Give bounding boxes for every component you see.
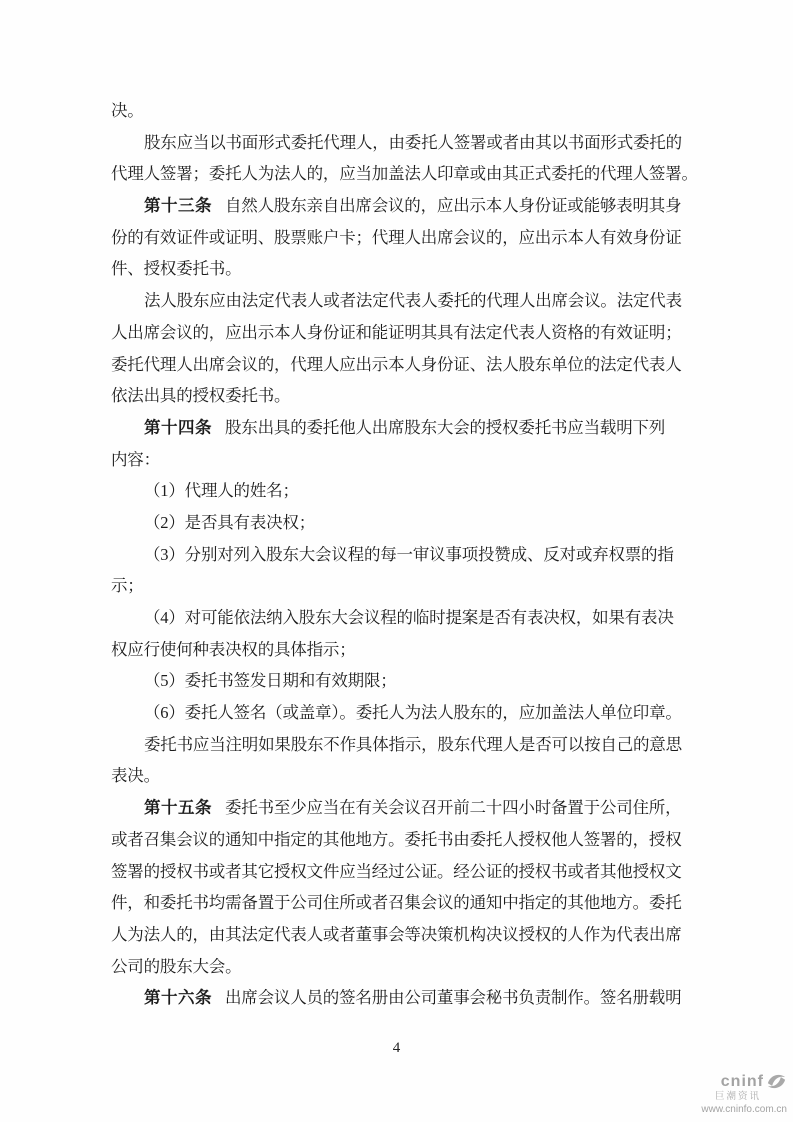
text-line-item-4: （4）对可能依法纳入股东大会议程的临时提案是否有表决权，如果有表决 [144,608,674,627]
text-line-item-2: （2）是否具有表决权； [144,512,316,532]
cninfo-chinese-name: 巨潮资讯 [714,1091,761,1102]
cninfo-logo [667,1072,787,1115]
text-line: 人为法人的，由其法定代表人或者董事会等决策机构决议授权的人作为代表出席 [111,924,682,944]
text-line: 权应行使何种表决权的具体指示； [111,639,356,659]
text-line: 份的有效证件或证明、股票账户卡；代理人出席会议的，应出示本人有效身份证 [111,227,682,247]
page-number: 4 [392,1040,401,1056]
cninfo-brand-text: cninf [720,1072,764,1090]
text-line: 或者召集会议的通知中指定的其他地方。委托书由委托人授权他人签署的，授权 [111,829,682,849]
text-line: 代理人签署；委托人为法人的，应当加盖法人印章或由其正式委托的代理人签署。 [111,164,698,184]
text-line-article-15: 第十五条 委托书至少应当在有关会议召开前二十四小时备置于公司住所， [144,798,682,818]
text-line: 人出席会议的，应出示本人身份证和能证明其具有法定代表人资格的有效证明； [111,322,682,342]
text-line: 内容： [111,449,160,469]
text-line: 件、授权委托书。 [111,259,242,279]
text-line-article-14: 第十四条 股东出具的委托他人出席股东大会的授权委托书应当载明下列 [144,417,666,437]
text-line-item-5: （5）委托书签发日期和有效期限； [144,671,397,691]
text-line: 公司的股东大会。 [111,956,242,976]
text-line-item-6: （6）委托人签名（或盖章）。委托人为法人股东的，应加盖法人单位印章。 [144,703,682,723]
text-line: 件，和委托书均需备置于公司住所或者召集会议的通知中指定的其他地方。委托 [111,893,682,913]
document-body [111,95,696,1014]
cninfo-swirl-icon [766,1072,787,1091]
text-line: 示； [111,576,144,596]
text-line-article-16: 第十六条 出席会议人员的签名册由公司董事会秘书负责制作。签名册载明 [144,988,682,1008]
text-line-item-1: （1）代理人的姓名； [144,481,299,501]
cninfo-brand-row [667,1072,787,1091]
text-line-item-3: （3）分别对列入股东大会议程的每一审议事项投赞成、反对或弃权票的指 [144,544,674,564]
cninfo-website: www.cninfo.com.cn [701,1104,787,1116]
text-line: 委托代理人出席会议的，代理人应出示本人身份证、法人股东单位的法定代表人 [111,354,682,374]
text-line: 法人股东应由法定代表人或者法定代表人委托的代理人出席会议。法定代表 [144,291,682,311]
text-line: 股东应当以书面形式委托代理人，由委托人签署或者由其以书面形式委托的 [144,132,682,152]
text-line: 依法出具的授权委托书。 [111,386,291,406]
text-line: 委托书应当注明如果股东不作具体指示，股东代理人是否可以按自己的意思 [144,734,682,754]
text-line-article-13: 第十三条 自然人股东亲自出席会议的，应出示本人身份证或能够表明其身 [144,196,682,216]
text-line: 签署的授权书或者其它授权文件应当经过公证。经公证的授权书或者其他授权文 [111,861,682,881]
text-line: 表决。 [111,766,160,786]
text-line: 决。 [111,101,144,120]
